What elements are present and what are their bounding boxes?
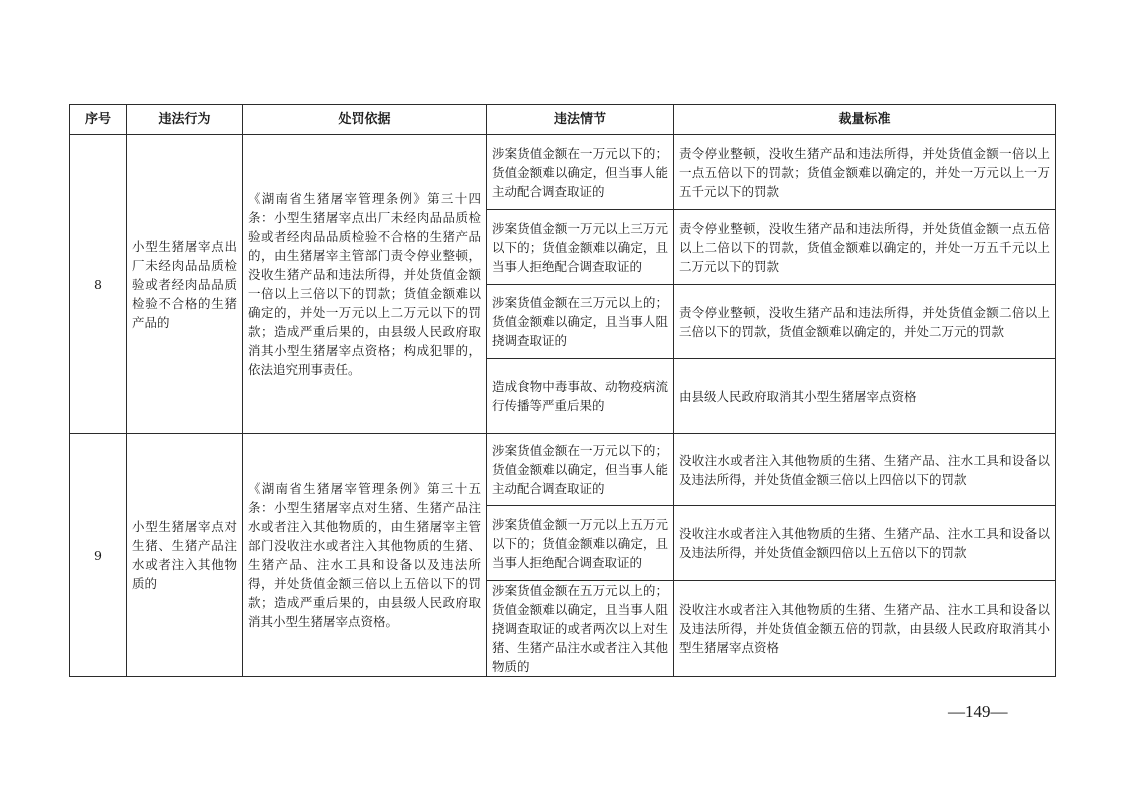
header-act: 违法行为 xyxy=(127,105,243,135)
violation-act: 小型生猪屠宰点出厂未经肉品品质检验或者经肉品品质检验不合格的生猪产品的 xyxy=(127,135,243,434)
table-row xyxy=(70,434,1056,506)
standard-cell: 没收注水或者注入其他物质的生猪、生猪产品、注水工具和设备以及违法所得，并处货值金额四倍以上五倍以下的罚款 xyxy=(674,506,1056,581)
circumstance-cell: 涉案货值金额在一万元以下的；货值金额难以确定，但当事人能主动配合调查取证的 xyxy=(487,135,674,210)
header-basis: 处罚依据 xyxy=(243,105,487,135)
table-row xyxy=(70,135,1056,210)
standard-cell: 责令停业整顿，没收生猪产品和违法所得，并处货值金额二倍以上三倍以下的罚款，货值金额难以确定的，并处二万元的罚款 xyxy=(674,285,1056,359)
row-number: 8 xyxy=(70,135,127,434)
header-no: 序号 xyxy=(70,105,127,135)
violation-act: 小型生猪屠宰点对生猪、生猪产品注水或者注入其他物质的 xyxy=(127,434,243,677)
circumstance-cell: 涉案货值金额一万元以上五万元以下的；货值金额难以确定，且当事人拒绝配合调查取证的 xyxy=(487,506,674,581)
penalty-basis: 《湖南省生猪屠宰管理条例》第三十五条：小型生猪屠宰点对生猪、生猪产品注水或者注入其他物质的，由生猪屠宰主管部门没收注水或者注入其他物质的生猪、生猪产品、注水工具和设备以及违法所得，并处货值金额三倍以上五倍以下的罚款；造成严重后果的，由县级人民政府取消其小型生猪屠宰点资格。 xyxy=(243,434,487,677)
standard-cell: 责令停业整顿，没收生猪产品和违法所得，并处货值金额一点五倍以上二倍以下的罚款，货值金额难以确定的，并处一万五千元以上二万元以下的罚款 xyxy=(674,210,1056,285)
standard-cell: 没收注水或者注入其他物质的生猪、生猪产品、注水工具和设备以及违法所得，并处货值金额三倍以上四倍以下的罚款 xyxy=(674,434,1056,506)
header-standard: 裁量标准 xyxy=(674,105,1056,135)
circumstance-cell: 涉案货值金额在三万元以上的；货值金额难以确定，且当事人阻挠调查取证的 xyxy=(487,285,674,359)
penalty-standards-table xyxy=(69,104,1056,677)
header-circumstance: 违法情节 xyxy=(487,105,674,135)
standard-cell: 由县级人民政府取消其小型生猪屠宰点资格 xyxy=(674,359,1056,434)
row-number: 9 xyxy=(70,434,127,677)
circumstance-cell: 涉案货值金额在一万元以下的；货值金额难以确定，但当事人能主动配合调查取证的 xyxy=(487,434,674,506)
penalty-basis: 《湖南省生猪屠宰管理条例》第三十四条：小型生猪屠宰点出厂未经肉品品质检验或者经肉品品质检验不合格的生猪产品的，由生猪屠宰主管部门责令停业整顿，没收生猪产品和违法所得，并处货值金额一倍以上三倍以下的罚款；货值金额难以确定的，并处一万元以上二万元以下的罚款；造成严重后果的，由县级人民政府取消其小型生猪屠宰点资格；构成犯罪的，依法追究刑事责任。 xyxy=(243,135,487,434)
page-number: —149— xyxy=(948,702,1008,721)
circumstance-cell: 造成食物中毒事故、动物疫病流行传播等严重后果的 xyxy=(487,359,674,434)
standard-cell: 没收注水或者注入其他物质的生猪、生猪产品、注水工具和设备以及违法所得，并处货值金额五倍的罚款，由县级人民政府取消其小型生猪屠宰点资格 xyxy=(674,581,1056,677)
circumstance-cell: 涉案货值金额一万元以上三万元以下的；货值金额难以确定，且当事人拒绝配合调查取证的 xyxy=(487,210,674,285)
table-header-row xyxy=(70,105,1056,135)
standard-cell: 责令停业整顿，没收生猪产品和违法所得，并处货值金额一倍以上一点五倍以下的罚款；货值金额难以确定的，并处一万元以上一万五千元以下的罚款 xyxy=(674,135,1056,210)
circumstance-cell: 涉案货值金额在五万元以上的；货值金额难以确定，且当事人阻挠调查取证的或者两次以上对生猪、生猪产品注水或者注入其他物质的 xyxy=(487,581,674,677)
